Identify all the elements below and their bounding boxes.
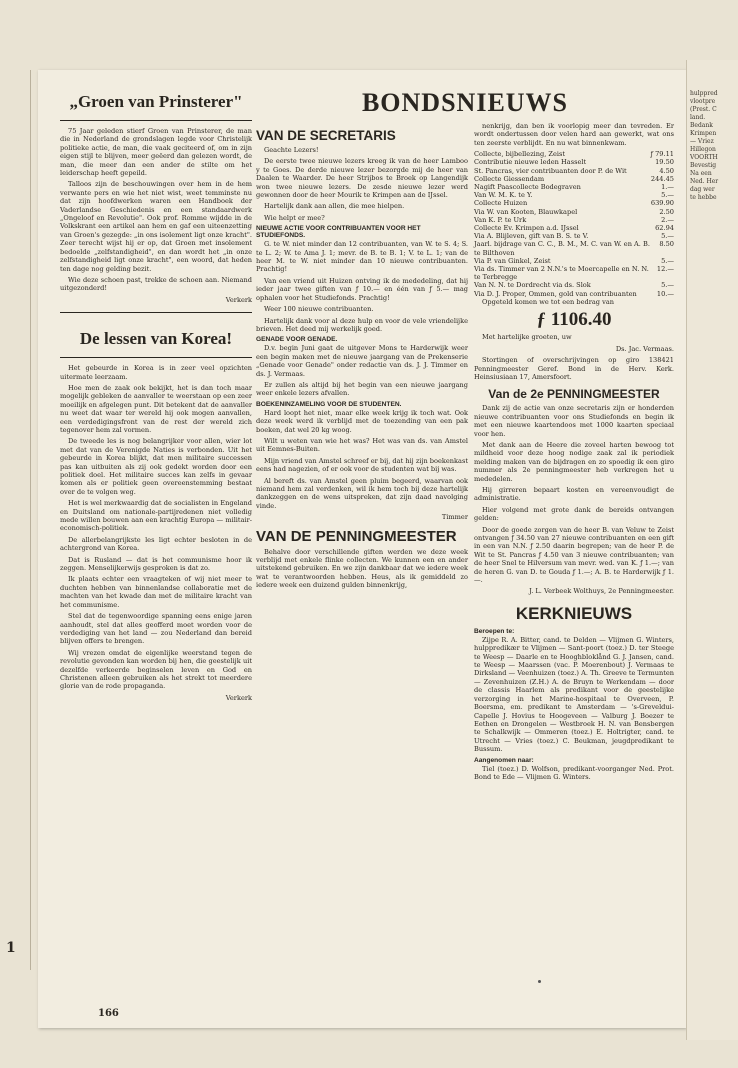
column-left bbox=[60, 84, 252, 705]
ledger-row bbox=[474, 183, 674, 191]
paragraph: Al bereft ds. van Amstel geen pluim begeerd, waarvan ook niemand hem zal verdenken, wil ik hem toch bij deze hartelijk dankzeggen en de wens uitspreken, dat zijn daad navolging vinde. bbox=[256, 476, 468, 510]
donation-ledger bbox=[474, 150, 674, 298]
masthead: BONDSNIEUWS bbox=[361, 88, 569, 117]
column-right bbox=[474, 122, 674, 784]
ledger-amount: 12.— bbox=[656, 265, 674, 274]
ledger-label: Via W. van Kooten, Blauwkapel bbox=[474, 207, 578, 216]
ledger-label: Nagift Paascollecte Bodegraven bbox=[474, 183, 581, 192]
divider bbox=[60, 120, 252, 121]
paragraph: Tiel (toez.) D. Wolfson, predikant-voorganger Ned. Prot. Bond te Ede — Vlijmen G. Winters. bbox=[474, 764, 674, 781]
ledger-amount: 244.45 bbox=[650, 174, 674, 183]
paragraph: Mijn vriend van Amstel schreef er bij, dat hij zijn boekenkast eens had nagezien, of er ook voor de studenten wat bij was. bbox=[256, 456, 468, 474]
paragraph: Zijpe R. A. Bitter, cand. te Delden — Vlijmen G. Winters, hulppredikær te Vlijmen — Sant-poort (toez.) D. ter Steege te Weesp — Daarle en te Hooghbloklånd G. J. Jansen, cand. te Weesp — Maarssen (vac. P. Moerenbout) J. Vermaas te Dirksland — Veenhuizen (toez.) A. Th. Greeve te Termunten — Zevenhuizen (Z.H.) A. de Bruyn te Werkendam — door de classis Haarlem als predikant voor de geestelijke verzorging in het Marine-hospitaal te Overveen, P. Boersma, em. predikant te Amsterdam — 's-Greveldui-Capelle J. Hovius te Hoogeveen — Valburg J. Boezer te Eethen en Drongelen — Westbroek H. N. van Bensbergen te Schalkwijk — Ommeren (toez.) E. Holtrigter, cand. te Utrecht — Vries (toez.) C. Beukman, jeugdpredikant te Bussum. bbox=[474, 635, 674, 754]
paragraph: Hier volgend met grote dank de bereids ontvangen gelden: bbox=[474, 505, 674, 523]
paragraph: D.v. begin Juni gaat de uitgever Mons te Harderwijk weer een begin maken met de nieuwe jaargang van de Prekenserie „Genade voor Genade" onder redactie van ds. J. J. Timmer en ds. J. Vermaas. bbox=[256, 344, 468, 378]
paragraph: Hartelijk dank voor al deze hulp en voor de vele vriendelijke brieven. Het deed mij werkelijk goed. bbox=[256, 316, 468, 333]
ledger-row bbox=[474, 265, 674, 281]
paragraph: Hard loopt het niet, maar elke week krijg ik toch wat. Ook deze week werd ik verblijd met de toezending van een pak boeken, dat wel 20 kg woog. bbox=[256, 408, 468, 434]
paragraph: Hij girreren bepaart kosten en vereenvoudigt de administratie. bbox=[474, 485, 674, 503]
paragraph: Door de goede zorgen van de heer B. van Veluw te Zeist ontvangen ƒ 34.50 van 27 nieuwe contribuanten en een gift in een van N.N. ƒ 2.50 daarin begrepen; van de heer P. de Wit te St. Pancras ƒ 4.50 van 3 nieuwe contribuanten; van de heer Snel te Hilversum van mevr. wed. van K. ƒ 1.—; van de heren G. van D. te Gouda ƒ 1.—; A. B. te Harderwijk ƒ 1.—. bbox=[474, 525, 674, 585]
ledger-label: Via A. Blijleven, gift van B. S. te V. bbox=[474, 232, 589, 241]
signature: Timmer bbox=[441, 513, 468, 522]
subheading: Beroepen te: bbox=[474, 627, 515, 635]
ledger-row bbox=[474, 167, 674, 175]
paragraph: De tweede les is nog belangrijker voor allen, wier lot met dat van de Verenigde Naties is verbonden. Uit het gebeurde in Korea blijkt, dat men militaire successen pas kan uitbuiten als zij ook gedekt worden door een politiek doel. Het militaire succes kan zelfs in gevaar komen als er politiek geen overeenstemming bestaat over de te volgen weg. bbox=[60, 437, 252, 496]
paragraph: Met dank aan de Heere die zoveel harten bewoog tot mildheid voor deze hoog nodige zaak zal ik periodiek melding maken van de bijdragen en zo spoedig ik een giro nummer als 2e penningmeester heb verkregen het u mededelen. bbox=[474, 440, 674, 483]
subheading: Aangenomen naar: bbox=[474, 756, 534, 764]
ledger-row bbox=[474, 224, 674, 232]
divider bbox=[60, 312, 252, 313]
adjacent-page-fragment: Krimpen bbox=[690, 130, 717, 137]
section-heading-kerknieuws: KERKNIEUWS bbox=[515, 603, 633, 623]
adjacent-page-fragment: Bedank bbox=[690, 122, 713, 129]
adjacent-page-fragment: Bevestig bbox=[690, 162, 717, 169]
adjacent-page bbox=[686, 60, 738, 1040]
adjacent-page-fragment: Ned. Her bbox=[690, 178, 719, 185]
paragraph: Van een vriend uit Huizen ontving ik de mededeling, dat hij ieder jaar twee giften van ƒ 10.— en één van ƒ 5.— mag ophalen voor het Studiefonds. Prachtig! bbox=[256, 276, 468, 302]
adjacent-page-fragment: — Vriez bbox=[690, 138, 714, 145]
adjacent-page-fragment: vlootpre bbox=[690, 98, 716, 105]
divider bbox=[60, 357, 252, 358]
adjacent-page-fragment: Na een bbox=[690, 170, 712, 177]
paragraph: Wij vrezen omdat de eigenlijke weerstand tegen de revolutie gevonden kan worden bij hen, die geestelijk uit dezelfde verkeerde beginselen leven en God en Christenen alleen gebruiken als het strekt tot meerdere glorie van de rode propaganda. bbox=[60, 648, 252, 691]
edge-mark: 1 bbox=[6, 940, 16, 956]
ledger-label: Via ds. Timmer van 2 N.N.'s te Moercapelle en N. N. te Terbregge bbox=[474, 265, 649, 282]
paragraph: Stel dat de tegenwoordige spanning eens enige jaren aanhoudt, stel dat alles geofferd moet worden voor de verdediging van het land — zou Nederland dan bereid blijven offers te brengen. bbox=[60, 612, 252, 646]
paragraph: De eerste twee nieuwe lezers kreeg ik van de heer Lamboo y te Goes. De derde nieuwe lezer bezorgde mij de heer van Daalen te Waarder. De heer Strijbos te Broek op Langendijk won twee nieuwe lezers. De zesde nieuwe lezer werd gewonnen door de heer Mourik te Krimpen aan de IJssel. bbox=[256, 157, 468, 200]
adjacent-page-fragment: land. bbox=[690, 114, 706, 121]
paragraph: G. te W. niet minder dan 12 contribuanten, van W. te S. 4; S. te L. 2; W. te Ama J. 1; mevr. de B. te B. 1; V. te L. 1; van de heer M. te W. niet minder dan 10 nieuwe contribuanten. Prachtig! bbox=[256, 240, 468, 274]
subheading: NIEUWE ACTIE VOOR CONTRIBUANTEN VOOR HET STUDIEFONDS. bbox=[256, 225, 421, 240]
subheading: BOEKENINZAMELING VOOR DE STUDENTEN. bbox=[256, 400, 402, 408]
section-heading-penningmeester: VAN DE PENNINGMEESTER bbox=[256, 527, 457, 545]
ledger-label: Collecte, bijbellezing, Zeist bbox=[474, 150, 566, 159]
adjacent-page-fragment: dag wer bbox=[690, 186, 715, 193]
paragraph: Behalve door verschillende giften werden we deze week verblijd met enkele flinke collecten. We kunnen een en ander uitstekend gebruiken. En we zijn dankbaar dat we iedere week wat te verantwoorden hebben. Heus, als ik gemiddeld zo iedere week een duizend gulden binnenkrijg, bbox=[256, 547, 468, 590]
newspaper-page bbox=[38, 70, 686, 1028]
paragraph: Met hartelijke groeten, uw bbox=[482, 333, 572, 342]
ledger-label: Van W. M. K. te Y. bbox=[474, 191, 533, 200]
ledger-row bbox=[474, 208, 674, 216]
paragraph: Wilt u weten van wie het was? Het was van ds. van Amstel uit Eemnes-Buiten. bbox=[256, 436, 468, 454]
greeting: Geachte Lezers! bbox=[264, 146, 319, 154]
ledger-label: Van N. N. te Dordrecht via ds. Slok bbox=[474, 281, 591, 290]
paragraph: Dat is Rusland — dat is het communisme hoor ik zeggen. Menselijkerwijs gesproken is dat zo. bbox=[60, 555, 252, 573]
subheading: GENADE VOOR GENADE. bbox=[256, 336, 338, 344]
paragraph: Stortingen of overschrijvingen op giro 138421 Penningmeester Geref. Bond in de Herv. Kerk. Heinsiusiaan 17, Amersfoort. bbox=[474, 356, 674, 381]
ledger-total-label: Opgeteld komen we tot een bedrag van bbox=[482, 297, 614, 306]
column-middle bbox=[256, 122, 468, 593]
section-heading-2e-penningmeester: Van de 2e PENNINGMEESTER bbox=[488, 387, 660, 402]
adjacent-page-fragment: hulppred bbox=[690, 90, 718, 97]
ledger-row bbox=[474, 240, 674, 256]
ledger-label: Via P. van Ginkel, Zeist bbox=[474, 256, 551, 265]
ledger-amount: 8.50 bbox=[659, 240, 674, 249]
section-heading-secretaris: VAN DE SECRETARIS bbox=[256, 128, 396, 143]
paragraph: Dank zij de actie van onze secretaris zijn er honderden nieuwe contribuanten voor ons Studiefonds en begin ik met een nieuwe kaartendoos met 1000 kaarten speciaal voor hen. bbox=[474, 404, 674, 438]
ledger-amount: 639.90 bbox=[650, 199, 674, 208]
ledger-label: Jaarl. bijdrage van C. C., B. M., M. C. van W. en A. B. te Bilthoven bbox=[474, 240, 650, 257]
ledger-label: Van K. P. te Urk bbox=[474, 215, 527, 224]
ledger-row bbox=[474, 199, 674, 207]
paragraph: Ik plaats echter een vraagteken of wij niet meer te duchten hebben van binnenlandse collaboratie met de machten van het kwade dan met de militaire kracht van het communisme. bbox=[60, 575, 252, 609]
ledger-row bbox=[474, 175, 674, 183]
paragraph: Weer 100 nieuwe contribuanten. bbox=[264, 305, 374, 314]
signature: J. L. Verbeek Wolthuys, 2e Penningmeester. bbox=[529, 587, 674, 596]
paragraph: Het is wel merkwaardig dat de socialisten in Engeland en Duitsland om nationale-partijredenen niet volledig mede willen bouwen aan een krachtig Europa — militair-economisch-politiek. bbox=[60, 499, 252, 533]
ledger-row bbox=[474, 232, 674, 240]
paragraph: Het gebeurde in Korea is in zeer veel opzichten uitermate leerzaam. bbox=[60, 364, 252, 381]
ledger-label: Collecte Huizen bbox=[474, 199, 528, 208]
article-title-korea: De lessen van Korea! bbox=[79, 329, 233, 349]
ledger-amount: 5.— bbox=[661, 281, 674, 290]
signature: Verkerk bbox=[225, 693, 252, 702]
paragraph: Talloos zijn de beschouwingen over hem in de hem verwante pers en wie het niet wist, weet temminste nu dat zijn hoofdwerken waren een Handboek der Vaderlandse Geschiedenis en een standaardwerk „Ongeloof en Revolutie". Ook prof. Romme wijdde in de Volkskrant een artikel aan hem en gaf een uiteenzetting van Groen's gezegde: „in ons isolement ligt onze kracht". Zeer terecht wijst hij er op, dat Groen met insolement bedoelde „zelfstandigheid", en dan wordt het „in onze zelfstandigheid ligt onze kracht", een woord, dat heden ten dage nog gelding bezit. bbox=[60, 180, 252, 273]
ledger-label: Contributie nieuwe leden Hasselt bbox=[474, 158, 587, 167]
ledger-row bbox=[474, 257, 674, 265]
ledger-label: Collecte Ev. Krimpen a.d. IJssel bbox=[474, 224, 579, 233]
ledger-row bbox=[474, 191, 674, 199]
paragraph: Wie helpt er mee? bbox=[264, 213, 325, 222]
paragraph: De allerbelangrijkste les ligt echter besloten in de achtergrond van Korea. bbox=[60, 535, 252, 553]
ledger-amount: 5.— bbox=[661, 256, 674, 265]
paragraph: nenkrijg, dan ben ik voorlopig meer dan tevreden. Er wordt ondertussen door velen hard aan gewerkt, wat ons ten zeerste verblijdt. En nu wat binnenkwam. bbox=[474, 122, 674, 147]
article-title-groen: „Groen van Prinsterer" bbox=[69, 92, 243, 111]
ledger-amount: 19.50 bbox=[655, 158, 674, 167]
adjacent-page-fragment: te hebbe bbox=[690, 194, 717, 201]
ledger-row bbox=[474, 281, 674, 289]
adjacent-page-fragment: (Prest. C bbox=[690, 106, 717, 113]
ledger-row bbox=[474, 158, 674, 166]
ledger-amount: 2.— bbox=[661, 215, 674, 224]
ledger-label: Collecte Giessendam bbox=[474, 174, 545, 183]
ledger-label: St. Pancras, vier contribuanten door P. de Wit bbox=[474, 166, 627, 175]
ledger-amount: 2.50 bbox=[659, 207, 674, 216]
ledger-amount: 4.50 bbox=[659, 166, 674, 175]
ledger-total: ƒ 1106.40 bbox=[536, 309, 612, 331]
paragraph: Er zullen als altijd bij het begin van een nieuwe jaargang weer enkele lezers afvallen. bbox=[256, 380, 468, 398]
signature: Ds. Jac. Vermaas. bbox=[615, 344, 674, 353]
ledger-amount: 5.— bbox=[661, 232, 674, 241]
paragraph: 75 Jaar geleden stierf Groen van Prinsterer, de man die in Nederland de grondslagen legde voor Christelijk politieke actie, de man, die vaak geciteerd of, om in zijn eigen stijl te blijven, meer geëerd dan gelezen wordt, de man, die meer dan een ander de stilte om het leiderschap heeft gepeild. bbox=[60, 127, 252, 178]
ledger-amount: 62.94 bbox=[655, 224, 674, 233]
ledger-amount: 10.— bbox=[656, 289, 674, 298]
ledger-label: Via D. J. Proper, Ommen, gold van contribuanten bbox=[474, 289, 637, 298]
page-number: 166 bbox=[98, 1008, 119, 1019]
ink-dot bbox=[538, 980, 541, 983]
signature: Verkerk bbox=[225, 295, 252, 304]
adjacent-page-fragment: Hillegon bbox=[690, 146, 716, 153]
ledger-amount: 1.— bbox=[661, 183, 674, 192]
paragraph: Hartelijk dank aan allen, die mee hielpen. bbox=[264, 202, 405, 211]
ledger-amount: ƒ 79.11 bbox=[650, 150, 674, 159]
ledger-row bbox=[474, 290, 674, 298]
ledger-row bbox=[474, 150, 674, 158]
adjacent-page-fragment: VOORTH bbox=[690, 154, 718, 161]
paragraph: Hoe men de zaak ook bekijkt, het is dan toch maar mogelijk gebleken de aanvaller te weerstaan op een zeer moeilijk en afgelegen punt. Dit betekent dat de aanvaller nu weet dat waar ter wereld hij ook mogen aanvallen, een verdedigingsfront van de rest der wereld zich tegenover hem zal vormen. bbox=[60, 383, 252, 434]
ledger-row bbox=[474, 216, 674, 224]
ledger-amount: 5.— bbox=[661, 191, 674, 200]
paragraph: Wie deze schoen past, trekke de schoen aan. Niemand uitgezonderd! bbox=[60, 275, 252, 293]
